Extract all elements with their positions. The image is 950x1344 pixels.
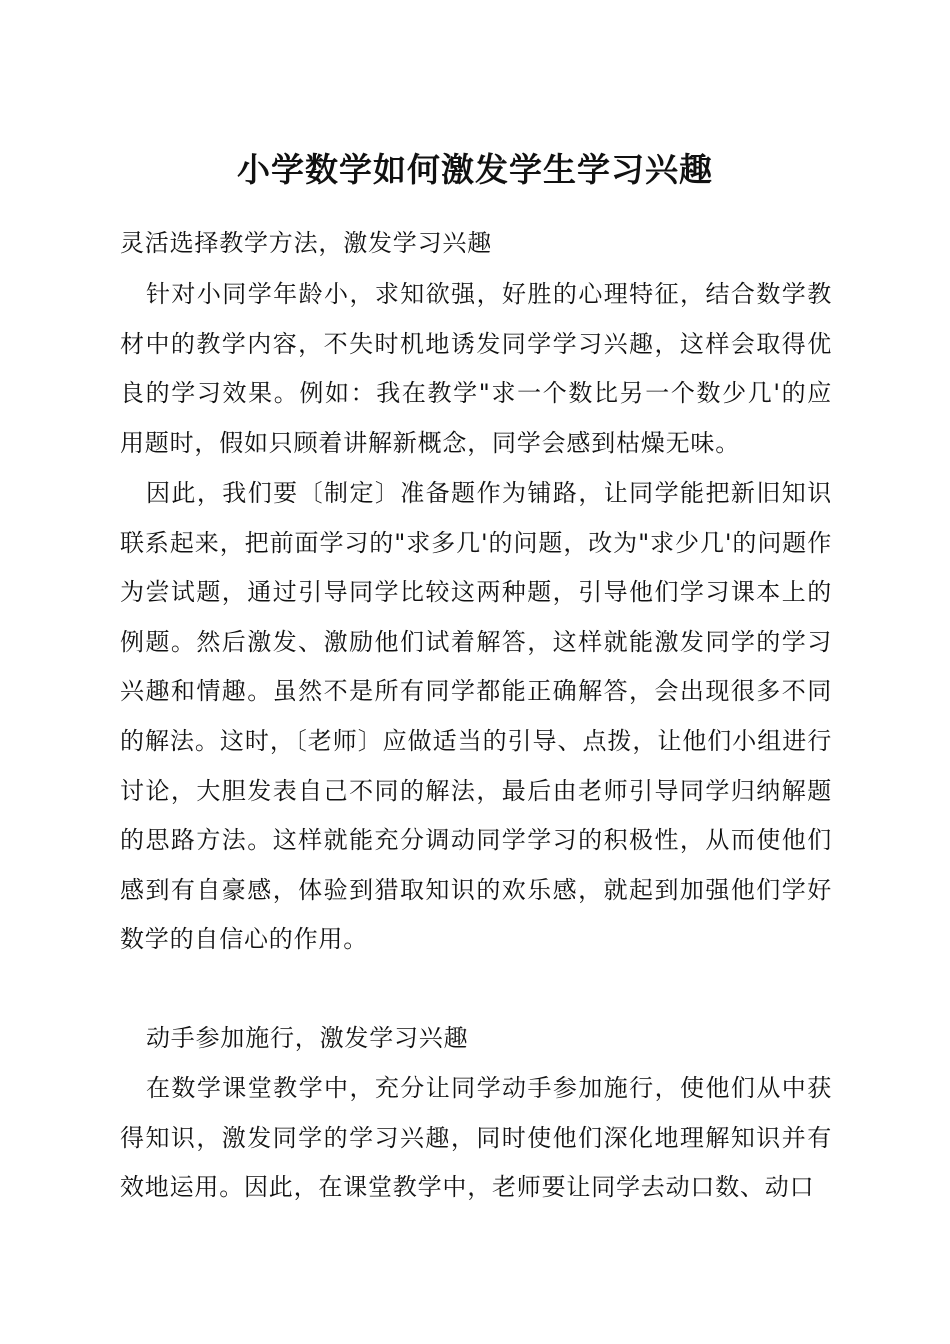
document-title: 小学数学如何激发学生学习兴趣 <box>237 150 713 189</box>
paragraph-1: 针对小同学年龄小，求知欲强，好胜的心理特征，结合数学教材中的教学内容，不失时机地诱发同学学习兴趣，这样会取得优良的学习效果。例如：我在教学"求一个数比另一个数少几'的应用题时，假如只顾着讲解新概念，同学会感到枯燥无味。 <box>120 280 832 457</box>
section-heading-1: 灵活选择教学方法，激发学习兴趣 <box>120 229 492 257</box>
paragraph-3: 在数学课堂教学中，充分让同学动手参加施行，使他们从中获得知识，激发同学的学习兴趣，同时使他们深化地理解知识并有效地运用。因此，在课堂教学中，老师要让同学去动口数、动口 <box>120 1074 832 1202</box>
section-heading-2: 动手参加施行，激发学习兴趣 <box>146 1024 469 1052</box>
paragraph-2: 因此，我们要〔制定〕准备题作为铺路，让同学能把新旧知识联系起来，把前面学习的"求多几'的问题，改为"求少几'的问题作为尝试题，通过引导同学比较这两种题，引导他们学习课本上的例题。然后激发、激励他们试着解答，这样就能激发同学的学习兴趣和情趣。虽然不是所有同学都能正确解答，会出现很多不同的解法。这时，〔老师〕应做适当的引导、点拨，让他们小组进行讨论，大胆发表自己不同的解法，最后由老师引导同学归纳解题的思路方法。这样就能充分调动同学学习的积极性，从而使他们感到有自豪感，体验到猎取知识的欢乐感，就起到加强他们学好数学的自信心的作用。 <box>120 479 832 954</box>
